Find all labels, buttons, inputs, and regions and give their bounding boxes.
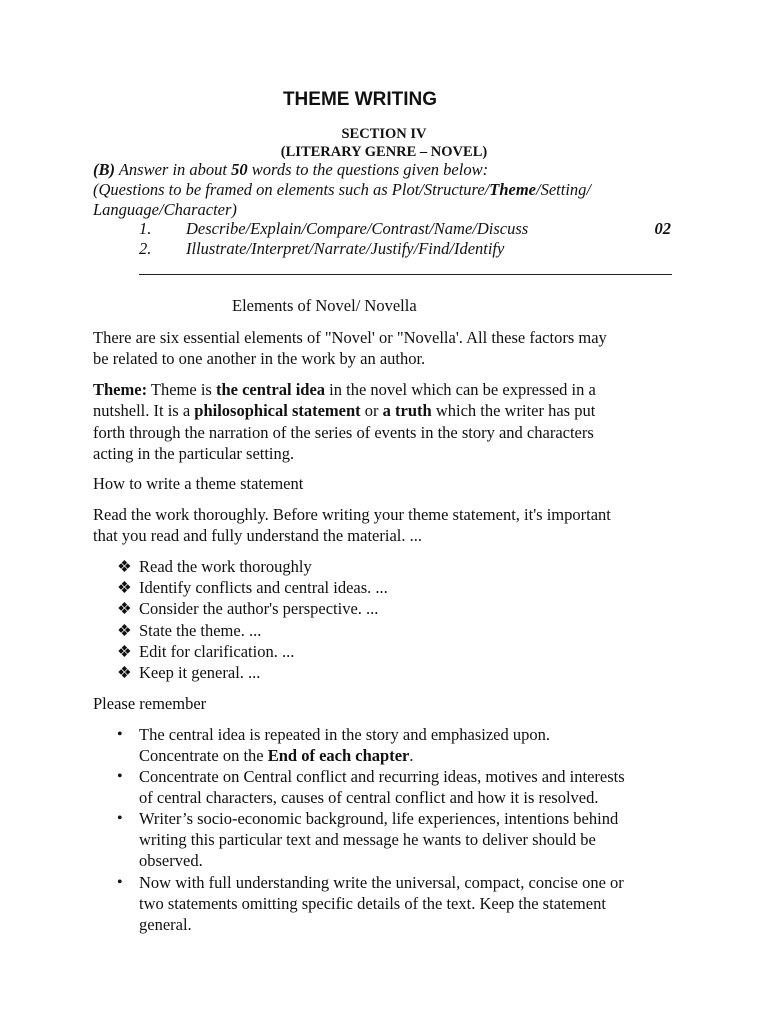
remember-text: Now with full understanding write the universal, compact, concise one or [139,873,624,892]
theme-text: in the novel which can be expressed in a [325,380,596,399]
theme-line [93,400,683,421]
list-item [117,766,687,808]
question-marks: 02 [654,219,671,238]
diamond-bullet-icon: ❖ [117,599,132,618]
question-text: Illustrate/Interpret/Narrate/Justify/Find/Identify [186,239,505,258]
intro-line: be related to one another in the work by an author. [93,349,426,369]
question-number: 2. [139,239,152,258]
bullet-icon: • [117,810,123,827]
theme-text: or [360,401,383,421]
list-item-text [139,766,687,808]
list-item-text [139,808,687,872]
diamond-bullet-icon: ❖ [117,557,132,576]
theme-label: Theme: [93,380,148,399]
divider-line [139,274,672,275]
diamond-bullet-icon: ❖ [117,578,132,597]
list-item-text [139,724,687,766]
theme-paragraph [93,379,683,464]
bullet-icon: • [117,768,123,785]
remember-text: observed. [139,851,203,871]
howto-heading: How to write a theme statement [93,474,304,493]
list-item [117,662,687,683]
remember-text: of central characters, causes of central conflict and how it is resolved. [139,788,599,808]
intro-paragraph [93,327,683,370]
question-frame-line-2: Language/Character) [93,200,237,219]
list-item [117,598,687,619]
instruction-label: (B) [93,160,115,179]
theme-bold: a truth [382,401,432,421]
list-item [117,872,687,936]
list-item [117,808,687,872]
frame-theme-word: Theme [489,180,536,199]
remember-heading: Please remember [93,694,207,713]
list-item-text: Read the work thoroughly [139,557,312,576]
remember-text: . [409,746,414,766]
theme-text: nutshell. It is a [93,401,195,421]
theme-line: forth through the narration of the series of events in the story and characters [93,422,594,442]
list-item-text: State the theme. ... [139,621,262,640]
list-item-text: Keep it general. ... [139,663,261,682]
theme-line [93,379,683,400]
bullet-icon: • [117,874,123,891]
diamond-bullet-icon: ❖ [117,642,132,661]
bullet-icon: • [117,726,123,743]
list-item-text [139,872,687,936]
instruction-text: Answer in about [115,160,232,179]
remember-text: Concentrate on the [139,746,268,766]
instruction-text-end: words to the questions given below: [247,160,489,179]
remember-text: writing this particular text and message he wants to deliver should be [139,830,596,850]
read-line: that you read and fully understand the material. ... [93,526,422,546]
theme-line: acting in the particular setting. [93,443,295,463]
list-item [117,724,687,766]
remember-text: Concentrate on Central conflict and recurring ideas, motives and interests [139,767,625,786]
question-number: 1. [139,219,152,238]
remember-text: Writer’s socio-economic background, life experiences, intentions behind [139,809,619,828]
remember-text: general. [139,915,192,935]
read-line: Read the work thoroughly. Before writing your theme statement, it's important [93,505,611,524]
frame-text: (Questions to be framed on elements such as Plot/Structure/ [93,180,490,199]
intro-line: There are six essential elements of "Novel' or "Novella'. All these factors may [93,328,607,347]
remember-text: The central idea is repeated in the story and emphasized upon. [139,725,550,744]
theme-text: which the writer has put [431,401,596,421]
theme-bold: philosophical statement [194,401,361,421]
list-item [117,641,687,662]
word-count: 50 [231,160,248,179]
remember-bold: End of each chapter [267,746,410,766]
frame-text-end: /Setting/ [536,180,591,199]
page-title: THEME WRITING [282,89,438,110]
theme-bold: the central idea [215,380,326,399]
elements-subheading: Elements of Novel/ Novella [232,296,417,315]
diamond-bullet-icon: ❖ [117,663,132,682]
section-subheading: (LITERARY GENRE – NOVEL) [280,144,488,160]
diamond-bullet-icon: ❖ [117,621,132,640]
question-frame-line [93,180,591,200]
read-paragraph [93,504,683,547]
list-item [117,556,687,577]
list-item-text: Identify conflicts and central ideas. ... [139,578,388,597]
question-text: Describe/Explain/Compare/Contrast/Name/Discuss [186,219,529,238]
remember-text: two statements omitting specific details of the text. Keep the statement [139,894,606,914]
section-heading: SECTION IV [341,126,427,142]
theme-text: Theme is [147,380,216,399]
instruction-line [93,160,488,180]
list-item [117,620,687,641]
list-item-text: Edit for clarification. ... [139,642,295,661]
list-item-text: Consider the author's perspective. ... [139,599,379,618]
list-item [117,577,687,598]
